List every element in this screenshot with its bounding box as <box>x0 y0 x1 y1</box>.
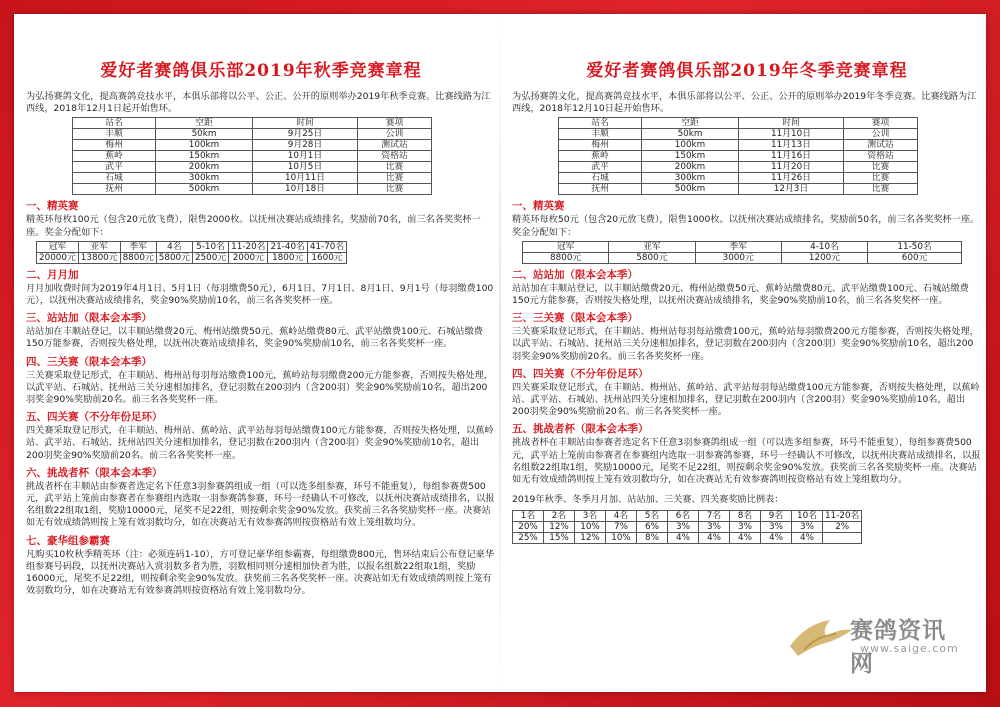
table-cell: 8800元 <box>523 252 609 263</box>
watermark-logo <box>786 606 966 677</box>
table-cell: 10月1日 <box>253 151 358 162</box>
table-header-row <box>559 118 918 129</box>
table-row <box>513 522 862 533</box>
table-cell: 丰顺 <box>559 129 642 140</box>
table-header: 7名 <box>699 511 730 522</box>
table-row <box>559 151 918 162</box>
table-row <box>559 129 918 140</box>
table-cell: 150km <box>156 151 253 162</box>
table-header: 41-70名 <box>307 241 346 252</box>
table-cell: 12% <box>575 533 606 544</box>
section-heading: 三、站站加（限本会本季） <box>26 312 152 325</box>
table-cell: 4% <box>699 533 730 544</box>
table-cell: 1600元 <box>307 252 346 263</box>
table-header: 21-40名 <box>268 241 307 252</box>
table-cell: 公训 <box>358 129 432 140</box>
table-cell: 武平 <box>73 162 156 173</box>
table-header: 亚军 <box>609 241 695 252</box>
ratio-table-caption: 2019年秋季、冬季月月加、站站加、三关赛、四关赛奖励比例表： <box>512 494 784 506</box>
section-heading: 二、月月加 <box>26 268 79 281</box>
winter-title: 爱好者赛鸽俱乐部2019年冬季竞赛章程 <box>586 61 908 81</box>
table-cell: 2000元 <box>229 252 268 263</box>
table-cell: 石城 <box>73 173 156 184</box>
table-cell: 4% <box>730 533 761 544</box>
pigeon-icon <box>786 606 856 662</box>
table-header: 站名 <box>73 118 156 129</box>
table-cell: 2500元 <box>192 252 228 263</box>
section-body: 三关赛采取登记形式，在丰顺站、梅州站每羽每站缴费100元，蕉岭站每羽缴费200元方能参赛，否则按失格处理，以武平站、石城站、抚州站三关分速相加排名，登记羽数在200羽内（含200羽）奖金90%奖励前10名，超出200羽奖金90%奖励前20名。前三名各奖奖杯一座。 <box>512 326 979 362</box>
table-header: 季军 <box>695 241 781 252</box>
section-heading: 一、精英赛 <box>26 200 79 213</box>
table-header: 11-20名 <box>823 511 862 522</box>
table-cell <box>823 533 862 544</box>
table-header: 赛项 <box>844 118 918 129</box>
table-cell: 7% <box>606 522 637 533</box>
table-cell: 比赛 <box>358 162 432 173</box>
table-header-row <box>73 118 432 129</box>
table-header: 冠军 <box>523 241 609 252</box>
table-cell: 150km <box>642 151 739 162</box>
table-header: 5名 <box>637 511 668 522</box>
table-row <box>559 173 918 184</box>
autumn-intro: 为弘扬赛鸽文化，提高赛鸽竞技水平，本俱乐部将以公平、公正、公开的原则举办2019年秋季竞赛。比赛线路为江西线，2018年12月1日起开始售环。 <box>26 91 491 115</box>
section-body: 四关赛采取登记形式，在丰顺站、梅州站、蕉岭站、武平站每羽每站缴费100元方能参赛，否则按失格处理，以蕉岭站、武平站、石城站、抚州站四关分速相加排名，登记羽数在200羽内（含200羽）奖金90%奖励前10名，超出200羽奖金90%奖励前20名。前三名各奖奖杯一座。 <box>512 381 980 418</box>
autumn-schedule-table <box>72 117 432 195</box>
autumn-title: 爱好者赛鸽俱乐部2019年秋季竞赛章程 <box>100 61 422 81</box>
section-body: 四关赛采取登记形式，在丰顺站、梅州站、蕉岭站、武平站每羽每站缴费100元方能参赛，否则按失格处理，以蕉岭站、武平站、石城站、抚州站四关分速相加排名，登记羽数在200羽内（含200羽）奖金90%奖励前10名，超出200羽奖金90%奖励前20名。前三名各奖奖杯一座。 <box>26 425 494 461</box>
table-cell: 1200元 <box>781 252 867 263</box>
table-cell: 3000元 <box>695 252 781 263</box>
winter-intro: 为弘扬赛鸽文化，提高赛鸽竞技水平，本俱乐部将以公平、公正、公开的原则举办2019年冬季竞赛。比赛线路为江西线，2018年12月10日起开始售环。 <box>512 91 977 115</box>
table-cell: 资格站 <box>358 151 432 162</box>
table-cell: 11月13日 <box>739 140 844 151</box>
table-header: 8名 <box>730 511 761 522</box>
table-cell: 50km <box>156 129 253 140</box>
table-header: 时间 <box>253 118 358 129</box>
table-cell: 10月18日 <box>253 184 358 195</box>
table-cell: 12% <box>544 522 575 533</box>
ratio-table <box>512 510 862 544</box>
winter-schedule-table <box>558 117 918 195</box>
section-heading: 一、精英赛 <box>512 200 565 213</box>
table-header: 2名 <box>544 511 575 522</box>
table-cell: 4% <box>792 533 823 544</box>
table-cell: 梅州 <box>559 140 642 151</box>
table-header: 6名 <box>668 511 699 522</box>
table-header: 1名 <box>513 511 544 522</box>
table-cell: 12月3日 <box>739 184 844 195</box>
table-cell: 6% <box>637 522 668 533</box>
table-header: 4名 <box>606 511 637 522</box>
section-body: 挑战者杯在丰顺站由参赛者选定名下任意3羽参赛鸽组成一组（可以选多组参赛，环号不能重复），每组参赛费500元，武平站上笼前由参赛者在参赛组内选取一羽参赛鸽参赛，环号一经确认不可修改，以抚州决赛站成绩排名，以报名组数22组取1组，奖励10000元，尾奖不足22组，则按剩余奖金90%发放。获奖前三名各奖励奖杯一座。决赛站如无有效成绩鸽则按上笼有效羽数均分，如在决赛站无有效参赛鸽则按资格站有效上笼组数均分。 <box>512 437 981 486</box>
table-cell: 比赛 <box>844 173 918 184</box>
section-heading: 六、挑战者杯（限本会本季） <box>26 466 163 479</box>
table-cell: 蕉岭 <box>559 151 642 162</box>
table-cell: 资格站 <box>844 151 918 162</box>
section-heading: 五、挑战者杯（限本会本季） <box>512 423 649 436</box>
table-cell: 200km <box>156 162 253 173</box>
table-cell: 50km <box>642 129 739 140</box>
table-cell: 比赛 <box>844 184 918 195</box>
table-cell: 25% <box>513 533 544 544</box>
table-header: 时间 <box>739 118 844 129</box>
table-cell: 100km <box>642 140 739 151</box>
logo-url: www.saige.com <box>860 642 959 655</box>
table-cell: 比赛 <box>358 184 432 195</box>
table-cell: 300km <box>642 173 739 184</box>
autumn-prize-table <box>36 241 347 264</box>
table-row <box>513 533 862 544</box>
table-cell: 11月26日 <box>739 173 844 184</box>
table-cell: 5800元 <box>609 252 695 263</box>
table-header: 亚军 <box>78 241 120 252</box>
table-row <box>559 184 918 195</box>
section-body: 三关赛采取登记形式，在丰顺站、梅州站每羽每站缴费100元，蕉岭站每羽缴费200元方能参赛，否则按失格处理，以武平站、石城站、抚州站三关分速相加排名，登记羽数在200羽内（含200羽）奖金90%奖励前10名，超出200羽奖金90%奖励前20名。前三名各奖奖杯一座。 <box>26 369 493 406</box>
table-cell: 4% <box>761 533 792 544</box>
table-cell: 3% <box>668 522 699 533</box>
section-body: 月月加收费时间为2019年4月1日、5月1日（每羽缴费50元），6月1日、7月1日、8月1日、9月1号（每羽缴费100元），以抚州决赛站成绩排名，奖金90%奖励前10名，前三名各奖奖杯一座。 <box>26 282 494 307</box>
table-row <box>523 252 962 263</box>
table-cell: 3% <box>761 522 792 533</box>
table-cell: 11月16日 <box>739 151 844 162</box>
table-cell: 公训 <box>844 129 918 140</box>
table-cell: 丰顺 <box>73 129 156 140</box>
logo-name: 赛鸽资讯网 <box>850 617 946 677</box>
section-body: 精英环每枚100元（包含20元放飞费），限售2000枚。以抚州决赛站成绩排名，奖励前70名，前三名各奖奖杯一座。奖金分配如下： <box>26 214 481 238</box>
table-cell: 11月10日 <box>739 129 844 140</box>
table-cell: 3% <box>792 522 823 533</box>
table-cell: 20% <box>513 522 544 533</box>
table-cell: 10% <box>606 533 637 544</box>
table-cell: 梅州 <box>73 140 156 151</box>
section-heading: 五、四关赛（不分年份足环） <box>26 411 163 424</box>
section-heading: 四、四关赛（不分年份足环） <box>512 367 649 380</box>
table-header: 11-20名 <box>229 241 268 252</box>
section-body: 挑战者杯在丰顺站由参赛者选定名下任意3羽参赛鸽组成一组（可以选多组参赛，环号不能重复），每组参赛费500元，武平站上笼前由参赛者在参赛组内选取一羽参赛鸽参赛，环号一经确认不可修改，以抚州决赛站成绩排名，以报名组数22组取1组，奖励10000元，尾奖不足22组，则按剩余奖金90%发放。获奖前三名各奖励奖杯一座。决赛站如无有效成绩鸽则按上笼有效羽数均分，如在决赛站无有效参赛鸽则按资格站有效上笼组数均分。 <box>26 480 495 529</box>
section-heading: 四、三关赛（限本会本季） <box>26 355 152 368</box>
section-heading: 七、豪华组参霸赛 <box>26 534 110 547</box>
table-row <box>73 140 432 151</box>
fold-line <box>499 14 501 692</box>
table-cell: 5800元 <box>156 252 192 263</box>
table-row <box>73 151 432 162</box>
table-row <box>73 162 432 173</box>
table-header: 冠军 <box>37 241 79 252</box>
table-cell: 测试站 <box>844 140 918 151</box>
table-cell: 蕉岭 <box>73 151 156 162</box>
brochure-sheet <box>14 14 986 692</box>
table-cell: 500km <box>156 184 253 195</box>
section-body: 站站加在丰顺站登记，以丰顺站缴费20元、梅州站缴费50元、蕉岭站缴费80元、武平站缴费100元、石城站缴费150元方能参赛，否则按失格处理，以抚州决赛站成绩排名，奖金90%奖励前10名，前三名各奖奖杯一座。 <box>512 282 969 307</box>
table-cell: 测试站 <box>358 140 432 151</box>
table-header: 空距 <box>156 118 253 129</box>
table-row <box>37 252 347 263</box>
table-cell: 300km <box>156 173 253 184</box>
table-header: 空距 <box>642 118 739 129</box>
table-cell: 比赛 <box>358 173 432 184</box>
table-row <box>559 140 918 151</box>
table-cell: 10月11日 <box>253 173 358 184</box>
section-heading: 三、三关赛（限本会本季） <box>512 312 638 325</box>
table-cell: 8% <box>637 533 668 544</box>
table-header: 4名 <box>156 241 192 252</box>
table-cell: 4% <box>668 533 699 544</box>
table-cell: 石城 <box>559 173 642 184</box>
table-cell: 13800元 <box>78 252 120 263</box>
table-row <box>559 162 918 173</box>
section-body: 站站加在丰顺站登记，以丰顺站缴费20元、梅州站缴费50元、蕉岭站缴费80元、武平站缴费100元、石城站缴费150万能参赛，否则按失格处理，以抚州决赛站成绩排名，奖金90%奖励前10名，前三名各奖奖杯一座。 <box>26 326 483 350</box>
table-cell: 1800元 <box>268 252 307 263</box>
table-cell: 武平 <box>559 162 642 173</box>
table-cell: 10% <box>575 522 606 533</box>
table-header-row <box>37 241 347 252</box>
table-cell: 500km <box>642 184 739 195</box>
table-cell: 15% <box>544 533 575 544</box>
table-header-row <box>513 511 862 522</box>
table-cell: 8800元 <box>120 252 156 263</box>
table-header: 3名 <box>575 511 606 522</box>
table-cell: 比赛 <box>844 162 918 173</box>
table-row <box>73 184 432 195</box>
autumn-page <box>26 14 496 692</box>
table-cell: 600元 <box>868 252 962 263</box>
table-header: 赛项 <box>358 118 432 129</box>
table-header: 站名 <box>559 118 642 129</box>
table-header: 季军 <box>120 241 156 252</box>
table-header: 10名 <box>792 511 823 522</box>
section-heading: 二、站站加（限本会本季） <box>512 268 638 281</box>
table-header: 4-10名 <box>781 241 867 252</box>
table-cell: 3% <box>699 522 730 533</box>
table-cell: 200km <box>642 162 739 173</box>
winter-prize-table <box>522 241 962 264</box>
winter-page <box>512 14 982 692</box>
table-cell: 9月25日 <box>253 129 358 140</box>
table-row <box>73 129 432 140</box>
table-cell: 10月5日 <box>253 162 358 173</box>
table-header: 11-50名 <box>868 241 962 252</box>
table-row <box>73 173 432 184</box>
section-body: 凡购买10枚秋季精英环（注：必须连码1-10），方可登记豪华组参霸赛，每组缴费800元，售环结束后公布登记豪华组参赛号码段，以抚州决赛站入赏羽数多者为胜，羽数相同则分速相加快者为胜，以报名组数22组取1组，奖励16000元，尾奖不足22组，则按剩余奖金90%发放。获奖前三名各奖奖杯一座。决赛站如无有效成绩鸽则按上笼有效羽数均分，如在决赛站无有效参赛鸽则按资格站有效上笼羽数均分。 <box>26 548 495 597</box>
table-cell: 抚州 <box>73 184 156 195</box>
table-cell: 100km <box>156 140 253 151</box>
section-body: 精英环每枚50元（包含20元放飞费），限售1000枚。以抚州决赛站成绩排名，奖励前50名，前三名各奖奖杯一座。奖金分配如下： <box>512 214 980 238</box>
table-cell: 11月20日 <box>739 162 844 173</box>
table-cell: 2% <box>823 522 862 533</box>
table-header: 9名 <box>761 511 792 522</box>
table-cell: 3% <box>730 522 761 533</box>
table-header-row <box>523 241 962 252</box>
table-cell: 抚州 <box>559 184 642 195</box>
table-cell: 9月28日 <box>253 140 358 151</box>
table-header: 5-10名 <box>192 241 228 252</box>
table-cell: 20000元 <box>37 252 79 263</box>
